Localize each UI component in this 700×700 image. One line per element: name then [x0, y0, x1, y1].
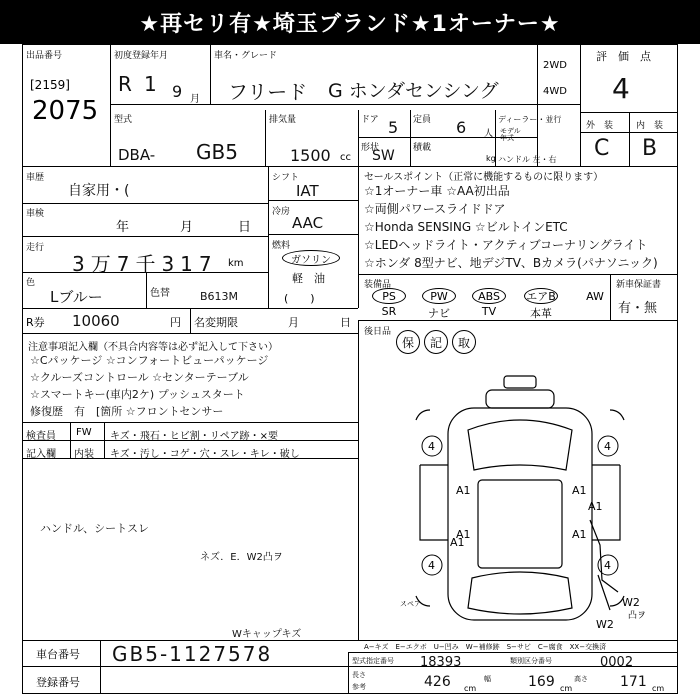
divider [110, 104, 580, 105]
divider [22, 203, 268, 204]
rating-label: 評 価 点 [596, 50, 651, 63]
mileage-value: 3万7千317 [72, 252, 218, 276]
diagram-mark: A1 [456, 528, 471, 541]
recycle-unit: 円 [170, 316, 181, 329]
height-label: 高さ [574, 675, 588, 683]
fuel-paren: ( ) [284, 292, 315, 305]
reg-month-unit: 月 [190, 94, 200, 105]
divider [358, 320, 359, 640]
fw-label: FW [76, 427, 92, 438]
body-value: SW [372, 148, 395, 164]
title-banner: ★再セリ有★埼玉ブランド★1オーナー★ [0, 0, 700, 44]
divider [580, 44, 581, 166]
inspection-year: 年 [116, 220, 130, 235]
body-label: 形状 [361, 143, 380, 153]
windshield [468, 420, 572, 470]
model-label: 型式 [114, 115, 133, 125]
damage-legend: A−キズ E−エクボ U−凹み W−補修跡 S−サビ C−腐食 XX−交換済 [364, 643, 607, 651]
handwritten-note-3: Wキャップキズ [232, 629, 302, 640]
name-change-day: 日 [340, 316, 351, 329]
diagram-mark: A1 [572, 528, 587, 541]
equipment-item: PW [422, 288, 456, 304]
new-car-warranty-label: 新車保証書 [616, 280, 662, 290]
reg-label: 初度登録年月 [114, 51, 169, 61]
reg-month: 9 [172, 82, 183, 101]
rear-window [468, 572, 572, 614]
divider [110, 44, 111, 166]
chassis-label: 車台番号 [36, 648, 80, 661]
ref-label: 参考 [352, 683, 366, 691]
diagram-mark: A1 [588, 500, 603, 513]
car-damage-diagram [360, 370, 676, 640]
displacement-unit: cc [340, 152, 351, 163]
roof [478, 480, 562, 568]
divider [104, 422, 105, 458]
drive-4wd: 4WD [543, 86, 567, 97]
name-change-label: 名変期限 [194, 316, 238, 329]
divider [22, 236, 268, 237]
shift-value: IAT [296, 182, 319, 200]
after-item: 保 [396, 330, 420, 354]
handwritten-note-2: ネズ．E．W2凸ヲ [200, 552, 283, 563]
sales-point: ☆1オーナー車 ☆AA初出品 [364, 184, 510, 198]
note-line: ☆スマートキー(車内2ケ) プッシュスタート [30, 388, 245, 401]
owner-label: 車歴 [26, 173, 45, 183]
inspection-label: 車検 [26, 209, 45, 219]
divider [265, 110, 266, 166]
diagram-mark: 4 [428, 440, 435, 453]
mileage-label: 走行 [26, 243, 45, 253]
model-code: GB5 [196, 140, 238, 164]
capacity-unit: 人 [484, 129, 494, 139]
front-bumper [486, 390, 554, 408]
capacity-label: 定員 [413, 115, 432, 125]
width-unit: cm [560, 684, 573, 693]
divider [358, 320, 678, 321]
divider [358, 166, 359, 308]
hood-top [504, 376, 536, 388]
equipment-item: エアB [524, 288, 558, 304]
inspector-label: 検査員 [26, 431, 56, 442]
inspection-day: 日 [238, 220, 252, 235]
length-value: 426 [424, 674, 451, 690]
capacity-value: 6 [456, 118, 467, 137]
divider [358, 640, 678, 641]
divider [348, 652, 678, 653]
divider [22, 333, 358, 334]
divider [100, 640, 101, 694]
warranty-value: 有・無 [618, 301, 658, 316]
color-label: 色 [26, 278, 36, 288]
divider [358, 110, 359, 166]
doors-value: 5 [388, 118, 399, 137]
reg-year: 1 [144, 72, 157, 96]
diagram-mark: W2 [622, 596, 640, 609]
ext-label: 外 装 [586, 121, 614, 131]
diagram-mark: 4 [604, 440, 611, 453]
dealer-label: ディーラー・並行 [498, 115, 562, 124]
width-value: 169 [528, 674, 555, 690]
notes-label: 注意事項記入欄（不具合内容等は必ず記入して下さい） [28, 342, 278, 353]
divider [22, 166, 678, 167]
name-change-month: 月 [288, 316, 299, 329]
ext-rating: C [594, 136, 610, 161]
car-name: フリード [228, 80, 308, 104]
divider [268, 166, 269, 308]
divider [22, 666, 678, 667]
ac-value: AAC [292, 214, 324, 232]
divider [190, 308, 191, 333]
model-prefix: DBA- [118, 146, 156, 164]
width-label: 幅 [484, 675, 491, 683]
sales-point: ☆両側パワースライドドア [364, 202, 506, 216]
handwritten-note-1: ハンドル、シートスレ [40, 522, 150, 535]
color-value: Lブルー [50, 288, 103, 306]
diagram-mark: A1 [450, 536, 465, 549]
equipment-item: ABS [472, 288, 506, 304]
entry-label: 記入欄 [26, 449, 56, 460]
lot-sub: [2159] [30, 78, 70, 92]
drive-2wd: 2WD [543, 60, 567, 71]
int-label: 内 装 [636, 121, 664, 131]
front-left-wheel-arc [416, 410, 430, 420]
type-number: 18393 [420, 655, 462, 670]
divider [22, 640, 358, 641]
sales-point: ☆ホンダ 8型ナビ、地デジTV、Bカメラ(パナソニック) [364, 256, 658, 270]
sales-point: ☆Honda SENSING ☆ビルトインETC [364, 220, 568, 234]
int-rating: B [642, 136, 658, 161]
equipment-item: SR [381, 305, 397, 318]
after-label: 後日品 [364, 327, 392, 337]
inspection-month: 月 [180, 220, 194, 235]
diagram-mark: 凸ヲ [628, 611, 647, 621]
divider [146, 272, 147, 308]
mileage-unit: km [228, 258, 244, 269]
recycle-label: R券 [26, 316, 45, 329]
equipment-item: AW [586, 289, 604, 303]
height-unit: cm [652, 684, 665, 693]
divider [410, 110, 411, 166]
interior-items: キズ・汚し・コゲ・穴・スレ・キレ・破し [110, 449, 300, 460]
diagram-mark: A1 [456, 484, 471, 497]
diagram-mark: 4 [604, 559, 611, 572]
divider [537, 44, 538, 166]
equipment-item: ナビ [428, 307, 450, 320]
diagram-mark: W2 [596, 618, 614, 631]
divider [358, 274, 678, 275]
lot-label: 出品番号 [26, 51, 63, 61]
equipment-item: 本革 [530, 307, 552, 320]
length-unit: cm [464, 684, 477, 693]
fw-items: キズ・飛石・ヒビ割・リペア跡・×要 [110, 431, 278, 442]
equipment-item: TV [481, 305, 497, 318]
height-value: 171 [620, 674, 647, 690]
model-year-label: モデル年式 [500, 127, 521, 142]
sales-point: ☆LEDヘッドライト・アクティブコーナリングライト [364, 238, 648, 252]
left-door-outline [420, 465, 448, 540]
displacement-label: 排気量 [269, 115, 297, 125]
front-right-wheel-arc [610, 410, 624, 420]
note-line: 修復歴 有 [箇所 ☆フロントセンサー [30, 405, 224, 418]
car-label: 車名・グレード [214, 51, 278, 61]
load-unit: kg [486, 154, 496, 163]
diagram-mark: 4 [428, 559, 435, 572]
reg-era: R [118, 72, 132, 96]
class-number: 0002 [600, 655, 634, 670]
length-label: 長さ [352, 671, 366, 679]
after-item: 取 [452, 330, 476, 354]
damage-mark-line-2 [598, 575, 610, 610]
car-grade: G ホンダセンシング [328, 80, 499, 102]
chassis-value: GB5-1127578 [112, 642, 273, 666]
note-line: ☆Cパッケージ ☆コンフォートビューパッケージ [30, 354, 269, 367]
note-line: ☆クルーズコントロール ☆センターテーブル [30, 371, 249, 384]
divider [268, 234, 358, 235]
fuel-kei: 軽 油 [292, 272, 325, 285]
rating-score: 4 [612, 72, 630, 105]
handle-label: ハンドル 左・右 [498, 155, 557, 164]
ac-label: 冷房 [272, 207, 291, 217]
doors-label: ドア [361, 115, 379, 125]
lot-number: 2075 [32, 96, 99, 126]
sales-label: セールスポイント（正常に機能するものに限ります） [364, 172, 604, 183]
sales-points [364, 182, 674, 272]
fuel-gasoline: ガソリン [282, 250, 340, 266]
fuel-label: 燃料 [272, 241, 291, 251]
divider [268, 200, 358, 201]
spare-label: スペア [400, 600, 421, 608]
shift-label: シフト [272, 173, 300, 183]
divider [22, 422, 358, 423]
color-code: B613M [200, 290, 239, 303]
equipment-item: PS [372, 288, 406, 304]
owner-value: 自家用・( [68, 183, 130, 199]
divider [629, 112, 630, 166]
divider [70, 422, 71, 458]
load-label: 積載 [413, 143, 432, 153]
after-item: 記 [424, 330, 448, 354]
notes-lines [30, 352, 350, 420]
diagram-mark: A1 [572, 484, 587, 497]
divider [210, 44, 211, 104]
class-number-label: 類別区分番号 [510, 657, 552, 665]
type-number-label: 型式指定番号 [352, 657, 394, 665]
divider [348, 652, 349, 694]
displacement-value: 1500 [290, 146, 331, 165]
registration-label: 登録番号 [36, 676, 80, 689]
color-code-label: 色替 [150, 288, 170, 299]
equipment-label: 装備品 [364, 280, 392, 290]
interior-label: 内装 [74, 449, 94, 460]
recycle-value: 10060 [72, 312, 120, 330]
